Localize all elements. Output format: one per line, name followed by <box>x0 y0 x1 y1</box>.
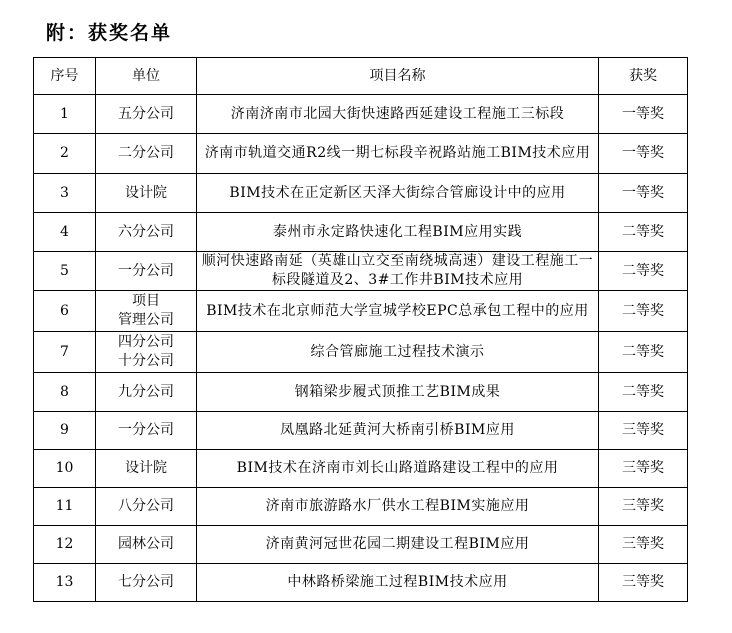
table-row <box>34 450 688 488</box>
cell-unit: 项目 管理公司 <box>96 291 197 332</box>
cell-award: 三等奖 <box>599 450 688 488</box>
cell-unit: 五分公司 <box>96 95 197 134</box>
cell-project: 中林路桥梁施工过程BIM技术应用 <box>197 564 599 602</box>
table-row <box>34 252 688 291</box>
cell-award: 二等奖 <box>599 291 688 332</box>
cell-award: 三等奖 <box>599 526 688 564</box>
cell-project: 综合管廊施工过程技术演示 <box>197 332 599 373</box>
cell-number: 10 <box>34 450 96 488</box>
cell-unit: 六分公司 <box>96 213 197 252</box>
table-row <box>34 95 688 134</box>
cell-project: 顺河快速路南延（英雄山立交至南绕城高速）建设工程施工一标段隧道及2、3#工作井BIM技术应用 <box>197 252 599 291</box>
page-title: 附：获奖名单 <box>46 22 173 44</box>
cell-project: 济南黄河冠世花园二期建设工程BIM应用 <box>197 526 599 564</box>
column-header-unit: 单位 <box>96 58 197 95</box>
cell-award: 三等奖 <box>599 412 688 450</box>
cell-award: 二等奖 <box>599 373 688 412</box>
cell-project: 济南市旅游路水厂供水工程BIM实施应用 <box>197 488 599 526</box>
table-row <box>34 291 688 332</box>
cell-award: 三等奖 <box>599 564 688 602</box>
cell-unit: 一分公司 <box>96 252 197 291</box>
cell-number: 8 <box>34 373 96 412</box>
cell-project: 济南济南市北园大街快速路西延建设工程施工三标段 <box>197 95 599 134</box>
cell-number: 9 <box>34 412 96 450</box>
column-header-award: 获奖 <box>599 58 688 95</box>
table-row <box>34 373 688 412</box>
cell-unit: 四分公司 十分公司 <box>96 332 197 373</box>
cell-project: BIM技术在北京师范大学宣城学校EPC总承包工程中的应用 <box>197 291 599 332</box>
table-row <box>34 332 688 373</box>
cell-number: 12 <box>34 526 96 564</box>
cell-number: 2 <box>34 134 96 174</box>
cell-number: 4 <box>34 213 96 252</box>
cell-unit: 八分公司 <box>96 488 197 526</box>
cell-unit: 七分公司 <box>96 564 197 602</box>
cell-project: 泰州市永定路快速化工程BIM应用实践 <box>197 213 599 252</box>
cell-award: 一等奖 <box>599 95 688 134</box>
cell-project: BIM技术在正定新区天泽大街综合管廊设计中的应用 <box>197 174 599 213</box>
cell-award: 二等奖 <box>599 213 688 252</box>
column-header-project: 项目名称 <box>197 58 599 95</box>
cell-number: 13 <box>34 564 96 602</box>
cell-award: 二等奖 <box>599 332 688 373</box>
cell-number: 5 <box>34 252 96 291</box>
table-header-row <box>34 58 688 95</box>
table-row <box>34 564 688 602</box>
table-row <box>34 174 688 213</box>
cell-project: 凤凰路北延黄河大桥南引桥BIM应用 <box>197 412 599 450</box>
cell-unit: 九分公司 <box>96 373 197 412</box>
cell-number: 3 <box>34 174 96 213</box>
cell-project: 济南市轨道交通R2线一期七标段辛祝路站施工BIM技术应用 <box>197 134 599 174</box>
cell-project: 钢箱梁步履式顶推工艺BIM成果 <box>197 373 599 412</box>
cell-award: 一等奖 <box>599 134 688 174</box>
cell-number: 11 <box>34 488 96 526</box>
table-row <box>34 412 688 450</box>
table-row <box>34 488 688 526</box>
cell-project: BIM技术在济南市刘长山路道路建设工程中的应用 <box>197 450 599 488</box>
award-list-table <box>33 57 688 602</box>
cell-number: 1 <box>34 95 96 134</box>
cell-award: 一等奖 <box>599 174 688 213</box>
table-row <box>34 213 688 252</box>
cell-award: 二等奖 <box>599 252 688 291</box>
cell-award: 三等奖 <box>599 488 688 526</box>
cell-unit: 二分公司 <box>96 134 197 174</box>
table-row <box>34 134 688 174</box>
cell-number: 6 <box>34 291 96 332</box>
cell-number: 7 <box>34 332 96 373</box>
cell-unit: 设计院 <box>96 174 197 213</box>
table-row <box>34 526 688 564</box>
cell-unit: 一分公司 <box>96 412 197 450</box>
column-header-number: 序号 <box>34 58 96 95</box>
cell-unit: 设计院 <box>96 450 197 488</box>
cell-unit: 园林公司 <box>96 526 197 564</box>
